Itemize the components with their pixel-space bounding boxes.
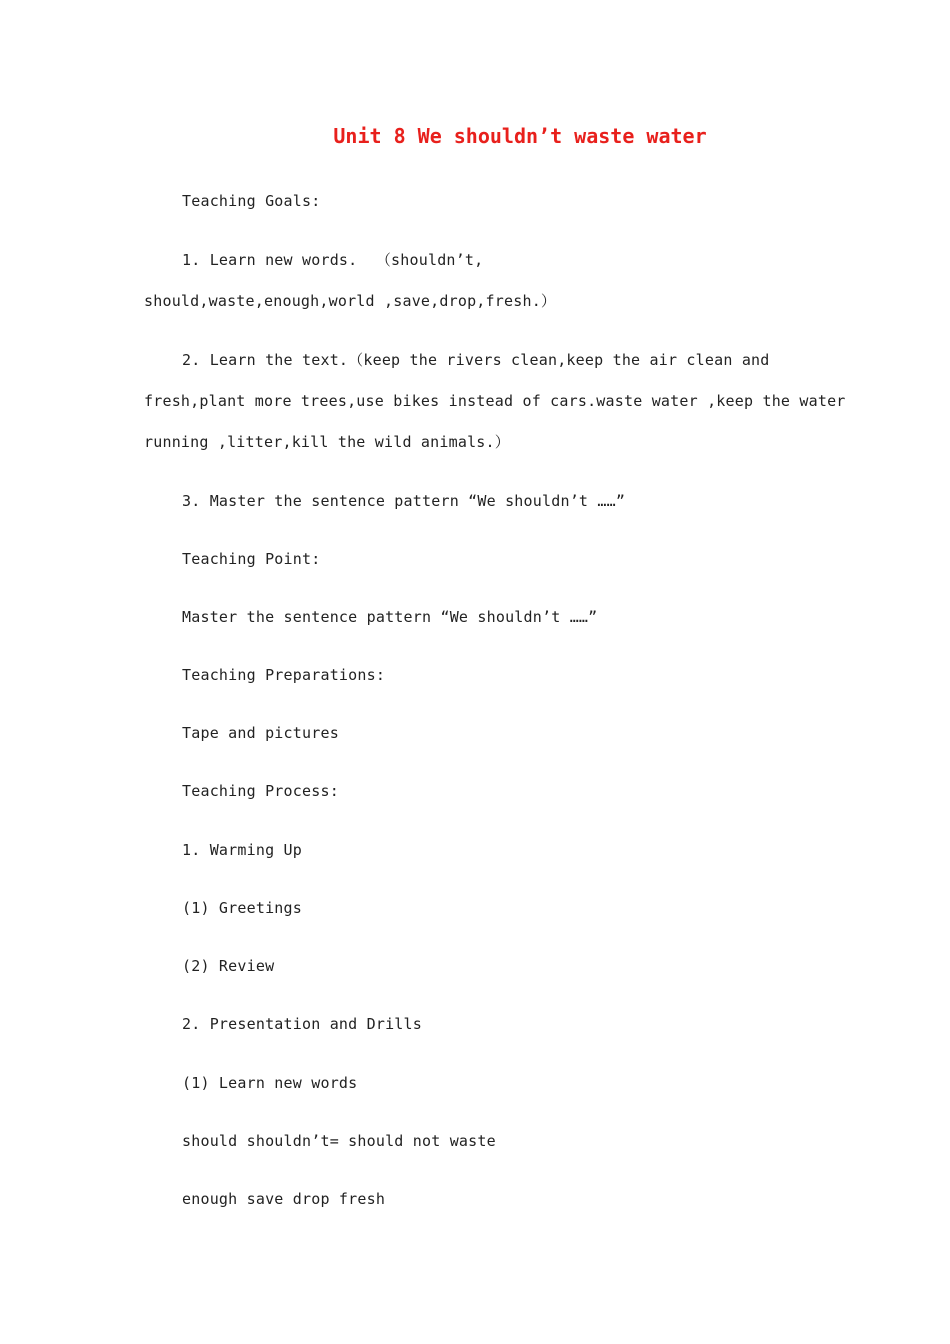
- process-step-1-sub-1: (1) Greetings: [182, 899, 302, 917]
- goal-1-line-1: 1. Learn new words. （shouldn’t,: [182, 251, 484, 269]
- teaching-point-text: Master the sentence pattern “We shouldn’t ……”: [182, 608, 598, 626]
- heading-teaching-preparations: Teaching Preparations:: [182, 666, 386, 684]
- goal-1-line-2: should,waste,enough,world ,save,drop,fresh.）: [144, 292, 557, 310]
- process-step-1-sub-2: (2) Review: [182, 957, 275, 975]
- goal-2-line-3: running ,litter,kill the wild animals.）: [144, 433, 510, 451]
- heading-teaching-goals: Teaching Goals:: [182, 192, 321, 210]
- preparations-text: Tape and pictures: [182, 724, 339, 742]
- goal-2-line-1: 2. Learn the text.（keep the rivers clean,keep the air clean and: [182, 351, 770, 369]
- new-words-line-1: should shouldn’t= should not waste: [182, 1132, 496, 1150]
- process-step-2-sub-1: (1) Learn new words: [182, 1074, 358, 1092]
- process-step-1: 1. Warming Up: [182, 841, 302, 859]
- document-title: Unit 8 We shouldn’t waste water: [333, 124, 707, 148]
- goal-3: 3. Master the sentence pattern “We shouldn’t ……”: [182, 492, 626, 510]
- process-step-2: 2. Presentation and Drills: [182, 1015, 422, 1033]
- heading-teaching-process: Teaching Process:: [182, 782, 339, 800]
- goal-2-line-2: fresh,plant more trees,use bikes instead of cars.waste water ,keep the water: [144, 392, 846, 410]
- heading-teaching-point: Teaching Point:: [182, 550, 321, 568]
- new-words-line-2: enough save drop fresh: [182, 1190, 386, 1208]
